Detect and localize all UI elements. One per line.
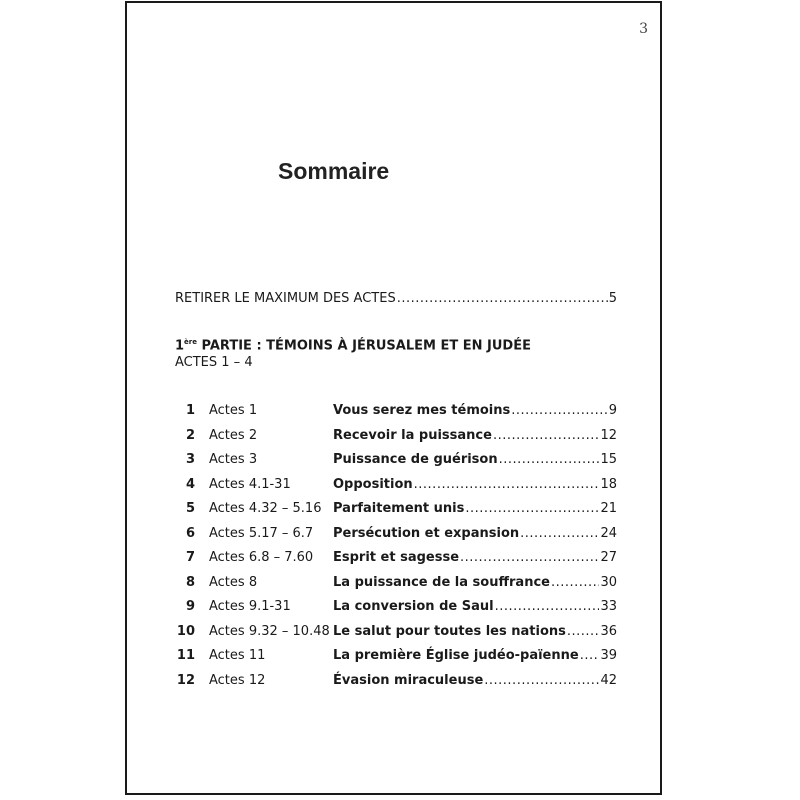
- toc-entry-title: Esprit et sagesse: [333, 550, 460, 565]
- dot-leader: [520, 526, 599, 541]
- part-subheading: ACTES 1 – 4: [175, 355, 253, 371]
- part-header: [175, 338, 617, 370]
- dot-leader: [484, 673, 599, 688]
- toc-entry-title: Puissance de guérison: [333, 452, 498, 467]
- intro-entry-label: RETIRER LE MAXIMUM DES ACTES: [175, 291, 396, 306]
- toc-entry[interactable]: [175, 428, 617, 453]
- toc-entry-number: 3: [185, 452, 195, 467]
- dot-leader: [493, 428, 600, 443]
- toc-entry[interactable]: [175, 403, 617, 428]
- toc-entry-page: 39: [600, 648, 617, 663]
- toc-entry-number: 6: [185, 525, 195, 541]
- toc-list: [175, 403, 617, 697]
- part-heading: [175, 338, 617, 353]
- dot-leader: [495, 599, 600, 614]
- part-ordinal: 1: [175, 338, 185, 354]
- toc-entry[interactable]: [175, 575, 617, 600]
- toc-entry-title: Vous serez mes témoins: [333, 403, 511, 418]
- toc-entry-number: 5: [185, 501, 195, 516]
- toc-entry-number: 10: [176, 623, 195, 639]
- toc-entry[interactable]: [175, 550, 617, 575]
- toc-entry[interactable]: [175, 624, 617, 649]
- dot-leader: [567, 624, 600, 639]
- toc-entry-title: Opposition: [333, 476, 413, 492]
- toc-entry-number: 4: [185, 476, 195, 492]
- toc-entry-number: 7: [185, 550, 195, 565]
- toc-entry-title: Parfaitement unis: [333, 501, 465, 516]
- toc-entry-page: 15: [600, 452, 617, 467]
- toc-entry-page: 36: [600, 623, 617, 639]
- toc-entry-page: 21: [600, 501, 617, 516]
- intro-entry-page: 5: [608, 291, 617, 306]
- part-ordinal-suffix: ère: [184, 338, 197, 346]
- toc-entry-reference: Actes 1: [209, 403, 258, 418]
- toc-entry-title: Évasion miraculeuse: [333, 672, 484, 688]
- intro-entry[interactable]: [175, 291, 617, 306]
- dot-leader: [414, 477, 600, 492]
- page-number: 3: [639, 21, 648, 37]
- toc-entry-page: 30: [600, 574, 617, 590]
- toc-entry-number: 9: [185, 599, 195, 614]
- toc-entry[interactable]: [175, 477, 617, 502]
- toc-entry-page: 9: [608, 403, 617, 418]
- toc-entry-reference: Actes 9.1-31: [209, 599, 291, 614]
- toc-entry[interactable]: [175, 673, 617, 698]
- toc-entry-reference: Actes 4.1-31: [209, 476, 291, 492]
- toc-entry-page: 18: [600, 476, 617, 492]
- toc-entry-title: La première Église judéo-païenne: [333, 648, 579, 663]
- page-frame: [125, 1, 662, 795]
- toc-entry-number: 2: [185, 427, 195, 443]
- part-heading-text: PARTIE : TÉMOINS À JÉRUSALEM ET EN JUDÉE: [197, 338, 531, 354]
- toc-entry-reference: Actes 8: [209, 574, 258, 590]
- toc-entry-page: 27: [600, 550, 617, 565]
- toc-entry-page: 24: [600, 525, 617, 541]
- toc-entry-page: 12: [600, 427, 617, 443]
- toc-entry-title: Persécution et expansion: [333, 525, 520, 541]
- dot-leader: [499, 452, 600, 467]
- toc-entry-reference: Actes 4.32 – 5.16: [209, 501, 322, 516]
- toc-entry-number: 11: [176, 648, 195, 663]
- toc-entry-page: 33: [600, 599, 617, 614]
- toc-entry-reference: Actes 6.8 – 7.60: [209, 550, 314, 565]
- toc-entry-page: 42: [600, 672, 617, 688]
- toc-entry[interactable]: [175, 452, 617, 477]
- toc-entry-reference: Actes 11: [209, 648, 266, 663]
- page-title: Sommaire: [278, 158, 390, 184]
- toc-entry-number: 8: [185, 574, 195, 590]
- toc-entry-number: 1: [185, 403, 195, 418]
- toc-entry-number: 12: [176, 672, 195, 688]
- toc-entry-title: La puissance de la souffrance: [333, 574, 550, 590]
- toc-entry-reference: Actes 3: [209, 452, 258, 467]
- toc-entry-reference: Actes 2: [209, 427, 258, 443]
- toc-entry-reference: Actes 5.17 – 6.7: [209, 525, 314, 541]
- toc-entry[interactable]: [175, 599, 617, 624]
- dot-leader: [551, 575, 599, 590]
- toc-entry-reference: Actes 12: [209, 672, 266, 688]
- dot-leader: [580, 648, 600, 663]
- toc-entry[interactable]: [175, 648, 617, 673]
- dot-leader: [460, 550, 599, 565]
- dot-leader: [465, 501, 599, 516]
- toc-entry-title: Recevoir la puissance: [333, 427, 492, 443]
- toc-entry-title: Le salut pour toutes les nations: [333, 623, 566, 639]
- dot-leader: [511, 403, 607, 418]
- toc-entry[interactable]: [175, 501, 617, 526]
- toc-entry-reference: Actes 9.32 – 10.48: [209, 623, 330, 639]
- dot-leader: [397, 291, 608, 306]
- toc-entry[interactable]: [175, 526, 617, 551]
- toc-entry-title: La conversion de Saul: [333, 599, 494, 614]
